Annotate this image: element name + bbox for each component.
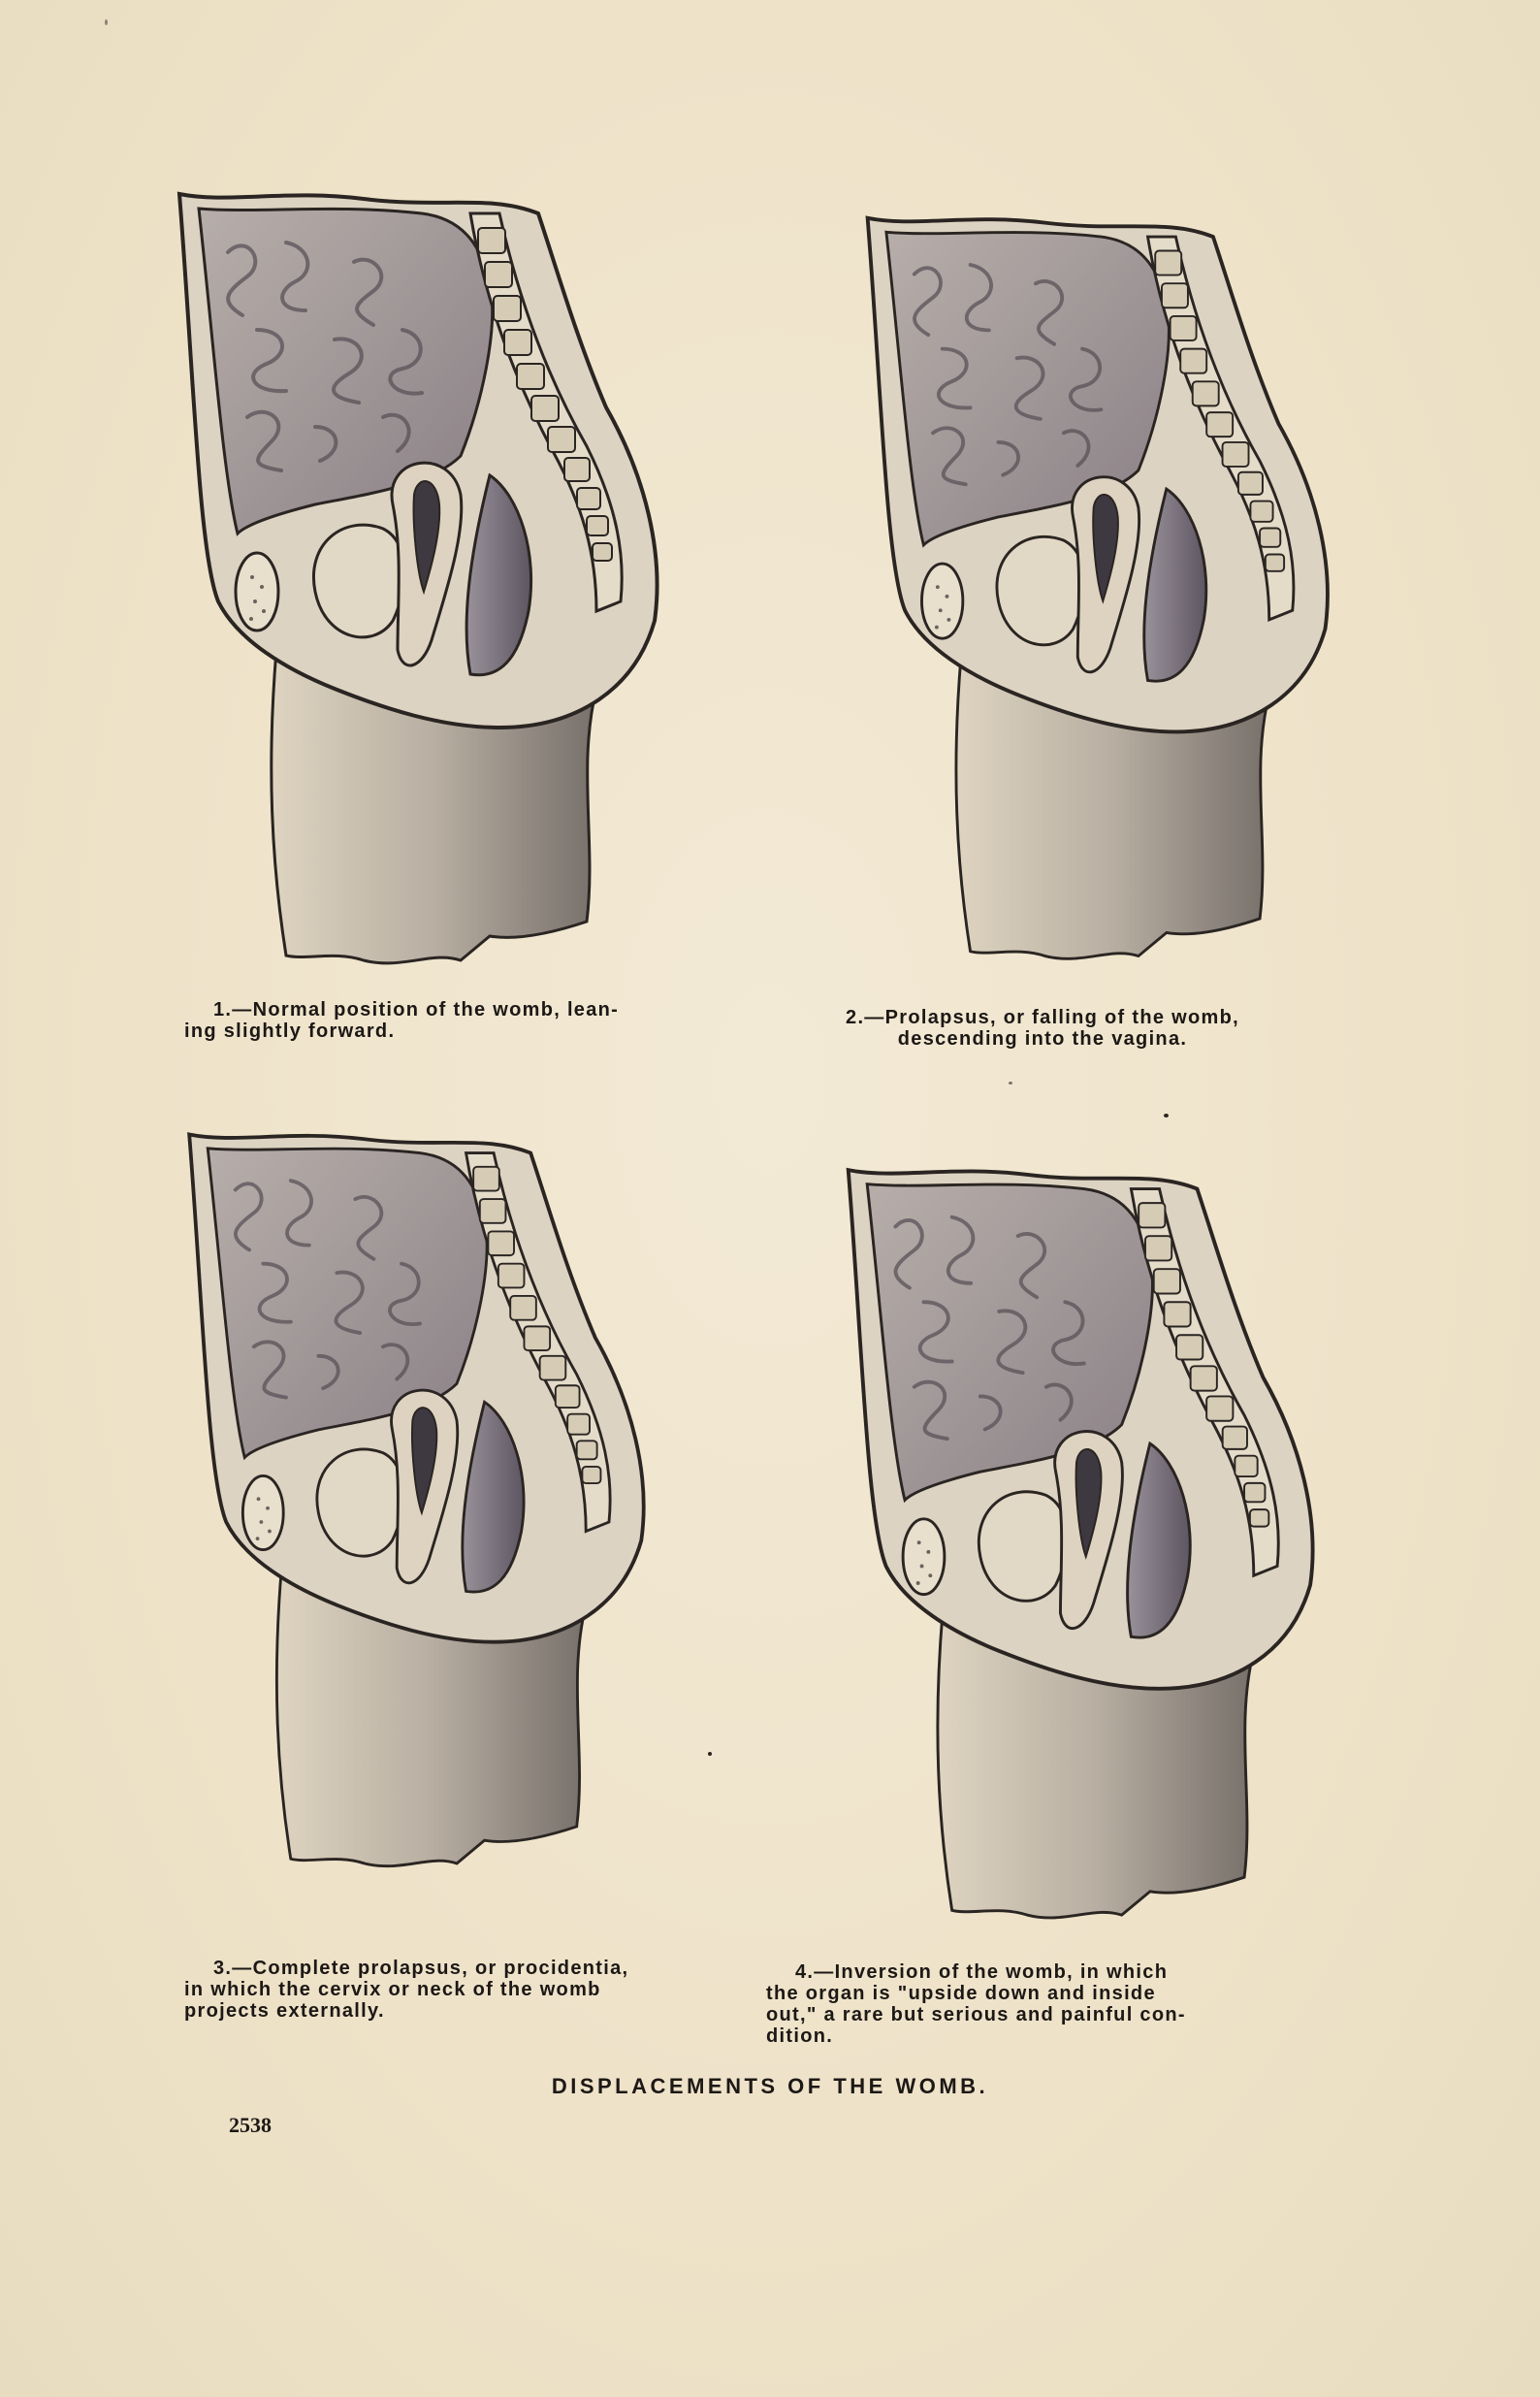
caption-figure-1: 1.—Normal position of the womb, lean- ing slightly forward. bbox=[184, 999, 620, 1042]
caption-figure-4: 4.—Inversion of the womb, in which the organ is "upside down and inside out," a rare but serious and painful con- dition. bbox=[766, 1961, 1186, 2047]
figure-3-complete-prolapsus bbox=[165, 1125, 693, 1882]
paper-speck bbox=[105, 19, 108, 25]
figure-4-inversion bbox=[839, 1145, 1348, 1950]
caption-figure-2: 2.—Prolapsus, or falling of the womb, descending into the vagina. bbox=[846, 1007, 1239, 1050]
page-number: 2538 bbox=[229, 2113, 272, 2137]
figure-1-normal-position bbox=[170, 184, 693, 980]
paper-speck bbox=[1164, 1114, 1169, 1118]
figure-2-prolapsus bbox=[858, 189, 1363, 994]
paper-speck bbox=[708, 1752, 712, 1756]
plate-title: DISPLACEMENTS OF THE WOMB. bbox=[551, 2074, 989, 2098]
paper-speck bbox=[1009, 1082, 1012, 1085]
caption-figure-3: 3.—Complete prolapsus, or procidentia, in which the cervix or neck of the womb projects externally. bbox=[184, 1958, 629, 2022]
